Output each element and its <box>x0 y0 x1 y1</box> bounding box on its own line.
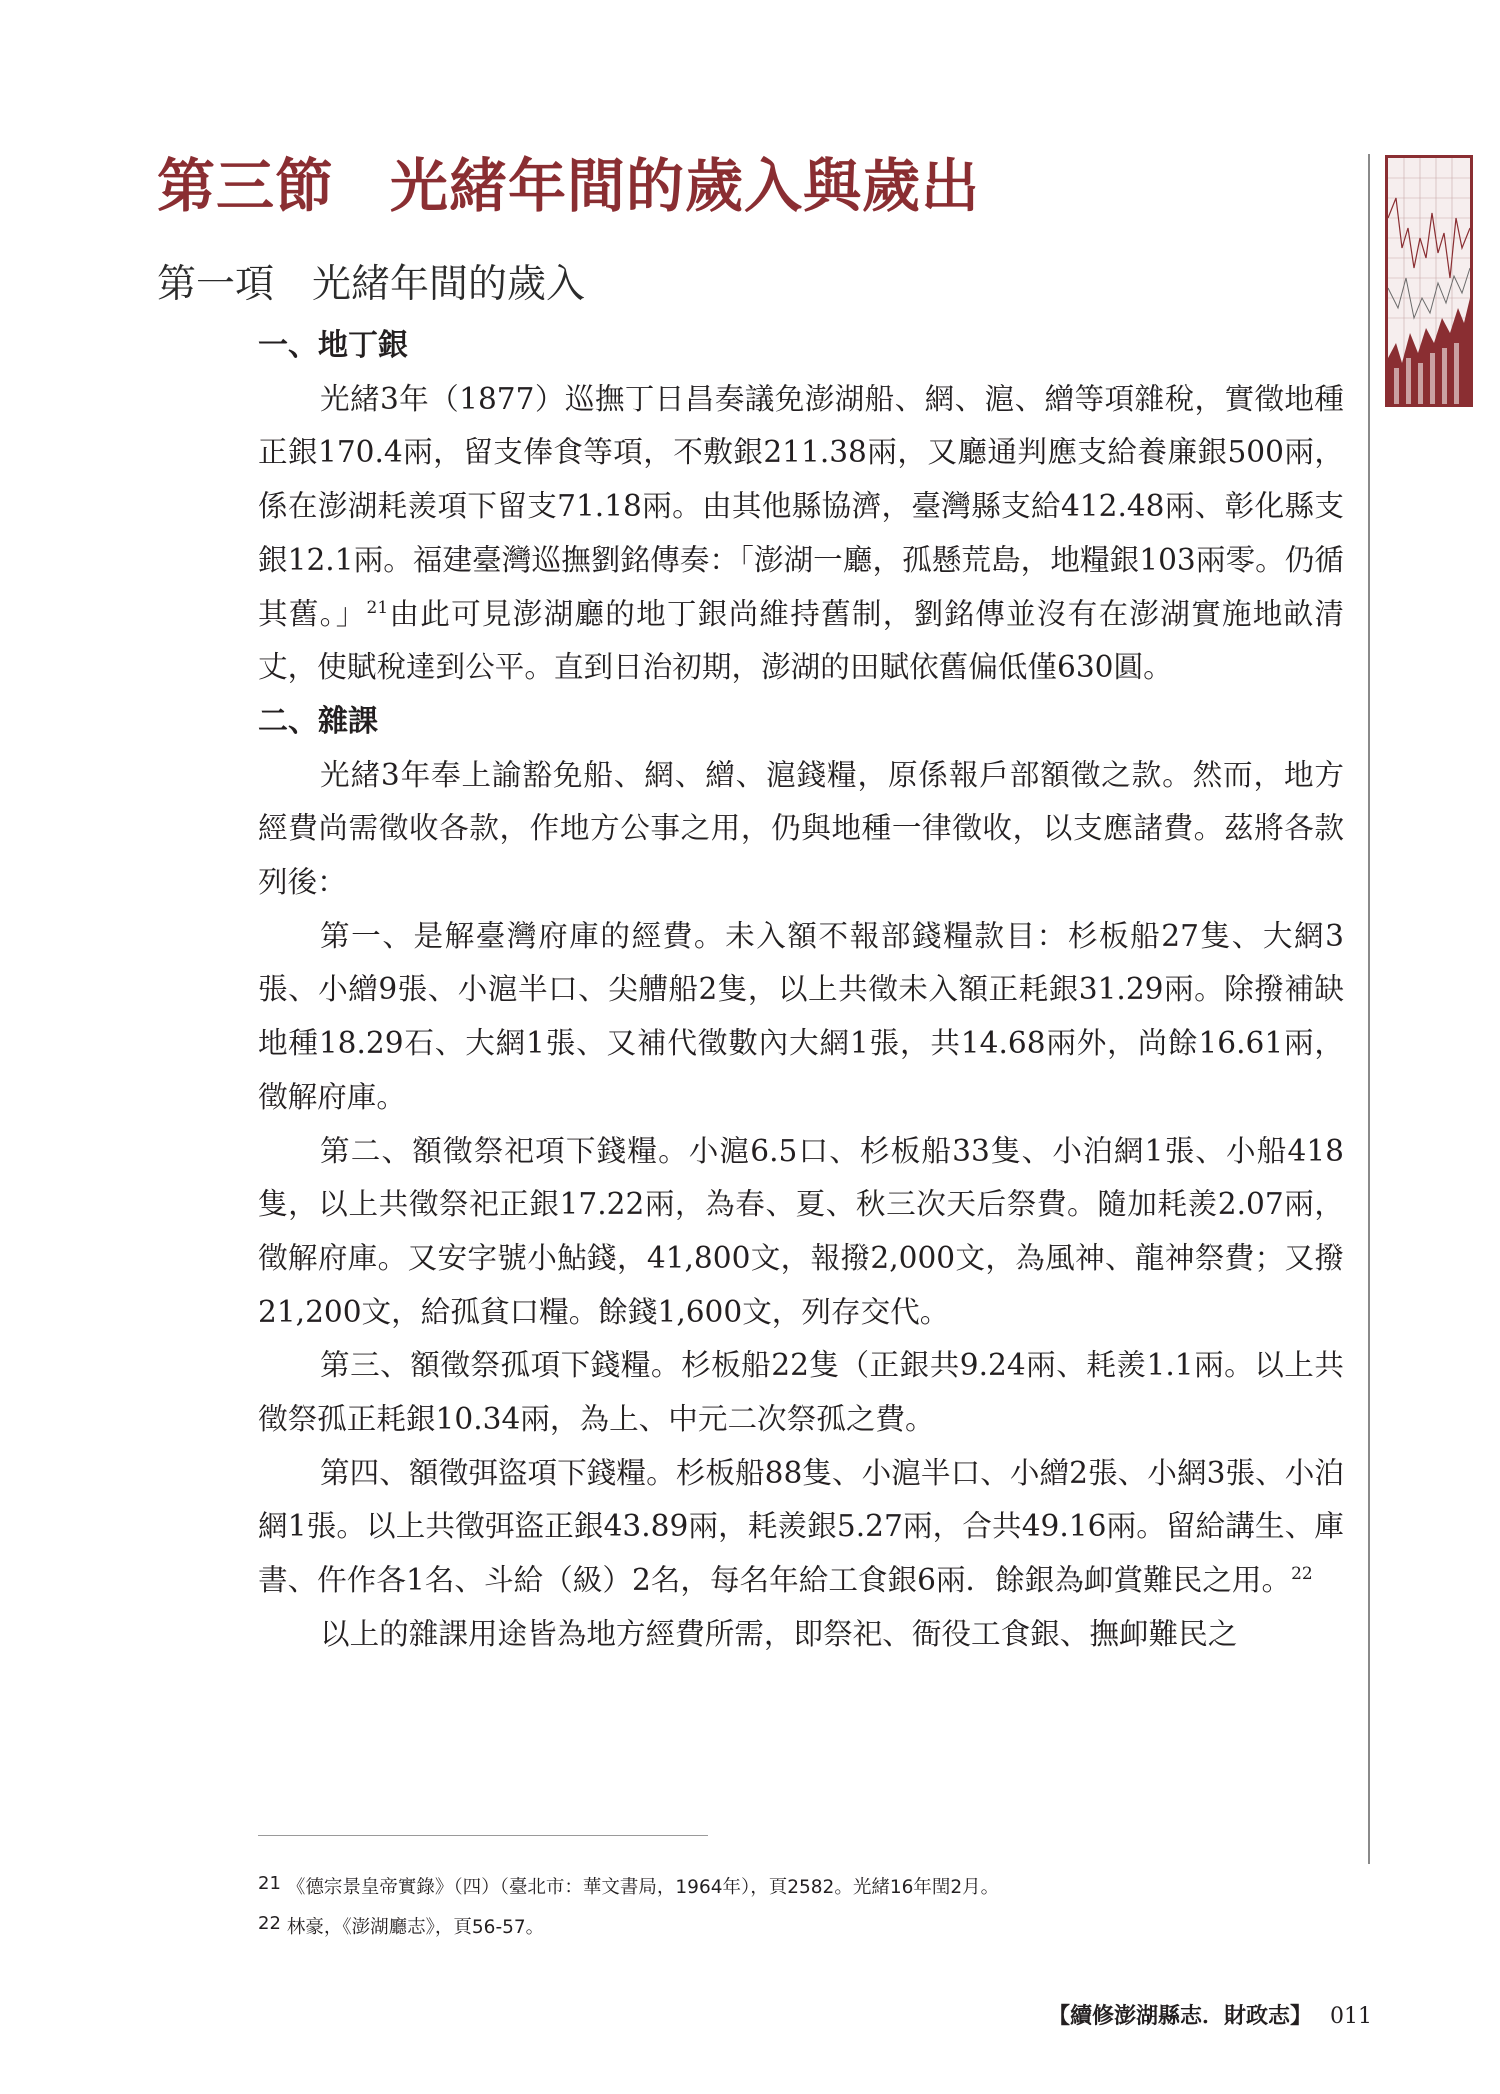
paragraph-text: 第四、額徵弭盜項下錢糧。杉板船88隻、小滬半口、小繒2張、小網3張、小泊網1張。以上共徵弭盜正銀43.89兩，耗羨銀5.27兩，合共49.16兩。留給講生、庫書、仵作各1名、斗給（級）2名，每名年給工食銀6兩．餘銀為卹賞難民之用。 <box>258 1455 1344 1598</box>
footnote-22 <box>258 1906 999 1946</box>
footnote-text: 《德宗景皇帝實錄》（四）（臺北市：華文書局，1964年），頁2582。光緒16年閏2月。 <box>286 1877 1000 1898</box>
page-number: 011 <box>1330 2004 1372 2029</box>
footnote-text: 林豪，《澎湖廳志》，頁56-57。 <box>286 1917 545 1938</box>
section-label: 第三節 <box>157 152 335 220</box>
paragraph-third: 第三、額徵祭孤項下錢糧。杉板船22隻（正銀共9.24兩、耗羨1.1兩。以上共徵祭孤正耗銀10.34兩，為上、中元二次祭孤之費。 <box>258 1348 1344 1437</box>
item-heading: 光緒年間的歲入 <box>312 262 586 307</box>
section-title <box>157 148 980 224</box>
footnote-21 <box>258 1866 999 1906</box>
footnote-divider <box>258 1835 708 1836</box>
section-heading: 光緒年間的歲入與歲出 <box>390 152 981 220</box>
footnotes <box>258 1866 999 1946</box>
page-footer <box>1048 2000 1372 2033</box>
paragraph-summary: 以上的雜課用途皆為地方經費所需，即祭祀、衙役工食銀、撫卹難民之 <box>320 1616 1238 1651</box>
chart-illustration-icon <box>1388 158 1470 404</box>
footnote-number: 21 <box>258 1873 281 1894</box>
paragraph-second: 第二、額徵祭祀項下錢糧。小滬6.5口、杉板船33隻、小泊網1張、小船418隻，以上共徵祭祀正銀17.22兩，為春、夏、秋三次天后祭費。隨加耗羨2.07兩，徵解府庫。又安字號小鮎錢，41,800文，報撥2,000文，為風神、龍神祭費；又撥21,200文，給孤貧口糧。餘錢1,600文，列存交代。 <box>258 1133 1344 1329</box>
margin-rule <box>1368 154 1370 1864</box>
chapter-thumbnail-image <box>1385 155 1473 407</box>
footnote-marker[interactable]: 21 <box>366 597 389 618</box>
paragraph-misc-intro: 光緒3年奉上諭豁免船、網、繒、滬錢糧，原係報戶部額徵之款。然而，地方經費尚需徵收各款，作地方公事之用，仍與地種一律徵收，以支應諸費。茲將各款列後： <box>258 757 1344 900</box>
subheading-misc-tax: 二、雜課 <box>258 703 378 739</box>
paragraph-land-tax <box>258 373 1344 695</box>
subheading-land-tax: 一、地丁銀 <box>258 328 408 363</box>
paragraph-text: 光緒3年（1877）巡撫丁日昌奏議免澎湖船、網、滬、繒等項雜稅，實徵地種正銀170.4兩，留支俸食等項，不敷銀211.38兩，又廳通判應支給養廉銀500兩，係在澎湖耗羨項下留支71.18兩。由其他縣協濟，臺灣縣支給412.48兩、彰化縣支銀12.1兩。福建臺灣巡撫劉銘傳奏：「澎湖一廳，孤懸荒島，地糧銀103兩零。仍循其舊。」 <box>258 381 1344 631</box>
item-label: 第一項 <box>157 262 275 307</box>
footnote-marker[interactable]: 22 <box>1291 1564 1313 1585</box>
paragraph-fourth <box>258 1447 1344 1608</box>
paragraph-first: 第一、是解臺灣府庫的經費。未入額不報部錢糧款目：杉板船27隻、大網3張、小繒9張、小滬半口、尖艚船2隻，以上共徵未入額正耗銀31.29兩。除撥補缺地種18.29石、大網1張、又補代徵數內大網1張，共14.68兩外，尚餘16.61兩，徵解府庫。 <box>258 918 1344 1114</box>
body-text <box>258 319 1344 1662</box>
paragraph-text: 由此可見澎湖廳的地丁銀尚維持舊制，劉銘傳並沒有在澎湖實施地畝清丈，使賦稅達到公平。直到日治初期，澎湖的田賦依舊偏低僅630圓。 <box>258 596 1345 685</box>
book-title: 【續修澎湖縣志．財政志】 <box>1047 2003 1312 2029</box>
item-title <box>157 257 585 313</box>
footnote-number: 22 <box>258 1913 281 1934</box>
